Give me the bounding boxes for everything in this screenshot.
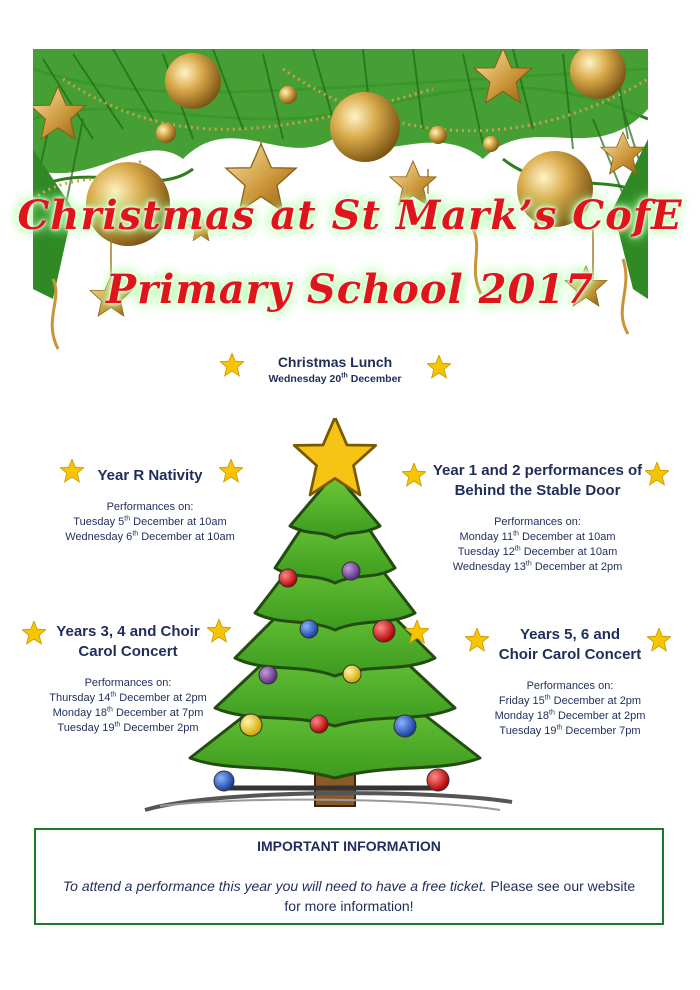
- event-year-1-2-stable-door: [420, 461, 655, 575]
- christmas-lunch-heading: Christmas Lunch: [277, 354, 393, 370]
- event-heading: Choir Carol Concert: [498, 646, 642, 663]
- event-years-5-6-carol-concert: [470, 625, 670, 739]
- page-title-line-1: Christmas at St Mark’s CofE: [17, 192, 683, 239]
- event-date: Monday 11th December at 10am: [459, 530, 616, 543]
- christmas-lunch-date: Wednesday 20th December: [268, 372, 402, 385]
- christmas-lunch-block: [235, 352, 435, 387]
- event-heading: Behind the Stable Door: [454, 482, 621, 499]
- event-heading: Year R Nativity: [97, 467, 203, 484]
- event-years-3-4-carol-concert: [28, 622, 228, 736]
- event-year-r-nativity: [50, 466, 250, 545]
- event-date: Thursday 14th December at 2pm: [49, 691, 207, 704]
- event-heading: Year 1 and 2 performances of: [432, 462, 643, 479]
- event-date: Monday 18th December at 7pm: [52, 706, 204, 719]
- important-information-heading: IMPORTANT INFORMATION: [257, 838, 441, 854]
- event-date: Monday 18th December at 2pm: [494, 709, 646, 722]
- event-heading: Years 3, 4 and Choir: [56, 623, 200, 640]
- event-intro: Performances on:: [84, 677, 172, 689]
- event-date: Wednesday 6th December at 10am: [65, 530, 235, 543]
- event-date: Tuesday 5th December at 10am: [73, 515, 227, 528]
- event-intro: Performances on:: [106, 501, 194, 513]
- event-date: Tuesday 12th December at 10am: [457, 545, 618, 558]
- event-date: Friday 15th December at 2pm: [498, 694, 642, 707]
- event-heading: Years 5, 6 and: [519, 626, 621, 643]
- event-intro: Performances on:: [526, 680, 614, 692]
- gold-star-icon: [405, 620, 429, 644]
- event-heading: Carol Concert: [78, 643, 178, 660]
- page-title-line-2: Primary School 2017: [106, 266, 594, 313]
- event-date: Tuesday 19th December 2pm: [57, 721, 199, 734]
- event-intro: Performances on:: [494, 516, 581, 528]
- event-date: Tuesday 19th December 7pm: [499, 724, 641, 737]
- important-information-text: To attend a performance this year you will need to have a free ticket. Please see our website for more information!: [62, 878, 636, 914]
- event-date: Wednesday 13th December at 2pm: [452, 560, 623, 573]
- important-information-box: [34, 828, 664, 925]
